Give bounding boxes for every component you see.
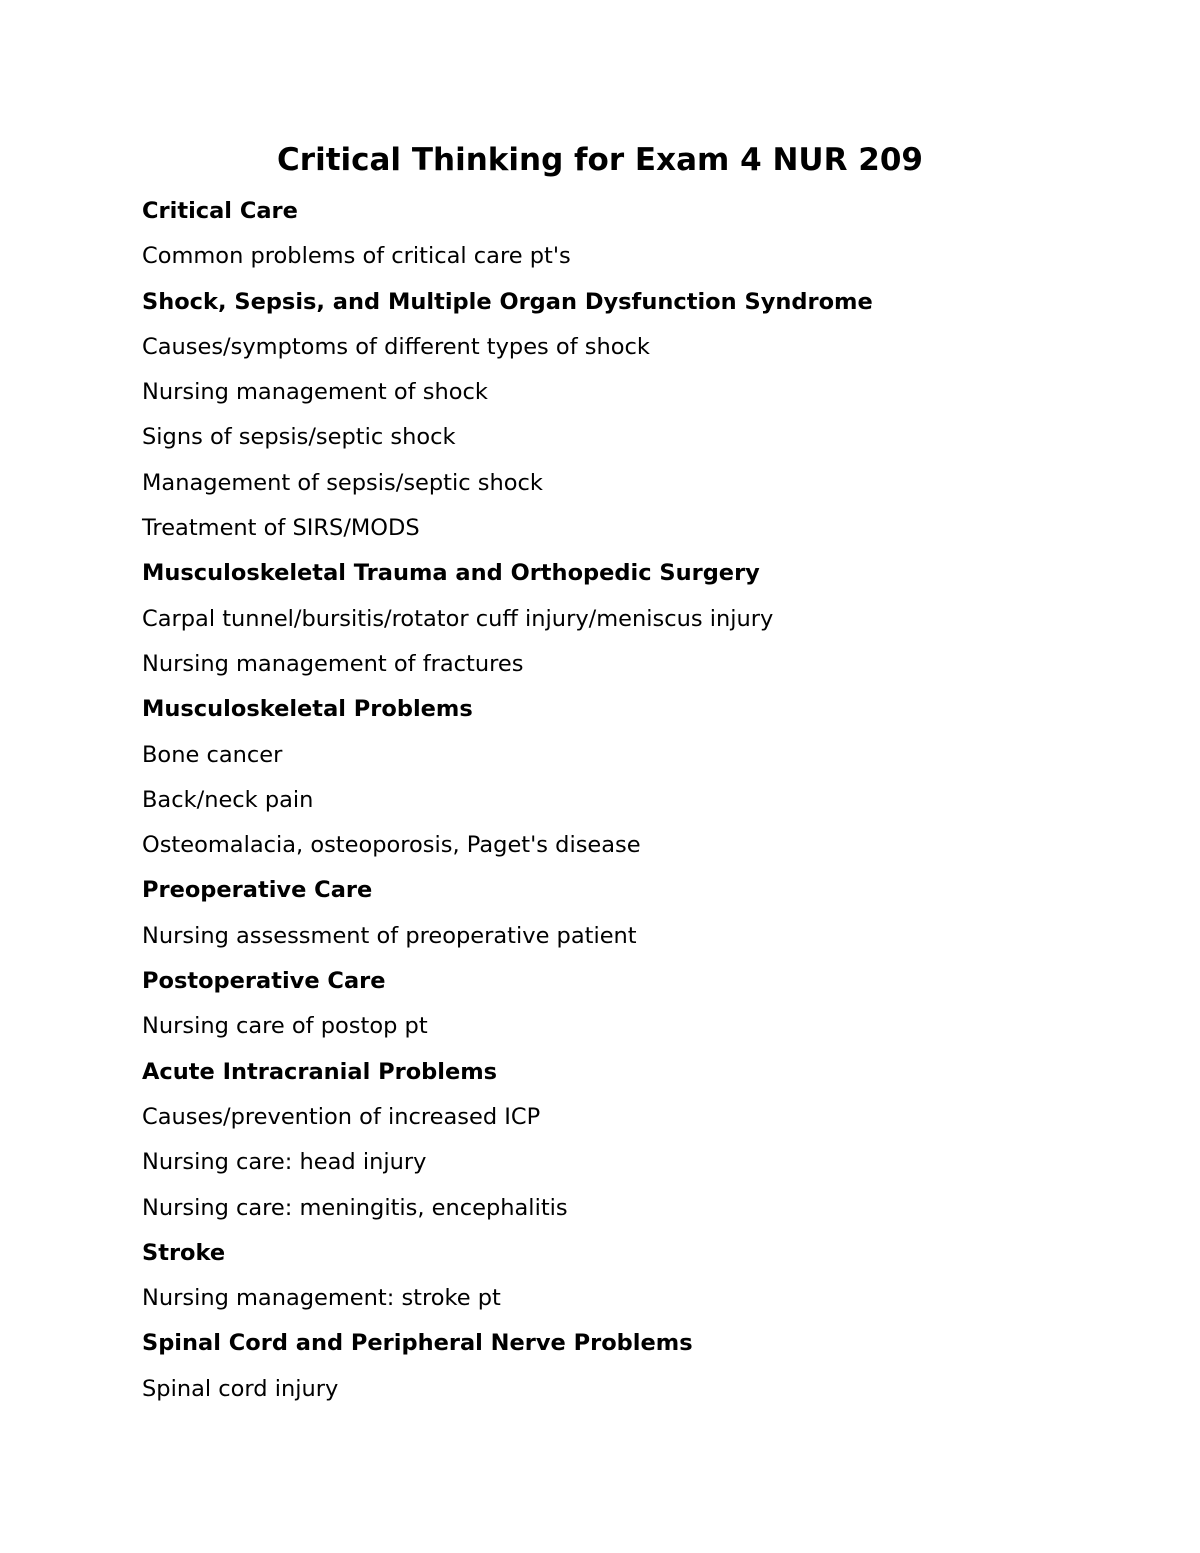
section-heading: Postoperative Care bbox=[142, 968, 386, 995]
section-heading: Stroke bbox=[142, 1239, 226, 1266]
topic-item: Osteomalacia, osteoporosis, Paget's disease bbox=[142, 832, 641, 859]
topic-item: Nursing management of fractures bbox=[142, 650, 524, 677]
topic-item: Nursing care: head injury bbox=[142, 1149, 427, 1176]
topic-item: Common problems of critical care pt's bbox=[142, 243, 571, 270]
topic-item: Signs of sepsis/septic shock bbox=[142, 424, 456, 451]
section-heading: Musculoskeletal Trauma and Orthopedic Surgery bbox=[142, 560, 760, 587]
topic-item: Back/neck pain bbox=[142, 786, 314, 813]
topic-item: Causes/symptoms of different types of shock bbox=[142, 333, 650, 360]
topic-item: Nursing management of shock bbox=[142, 379, 488, 406]
section-heading: Preoperative Care bbox=[142, 877, 373, 904]
topic-item: Carpal tunnel/bursitis/rotator cuff injury/meniscus injury bbox=[142, 605, 774, 632]
topic-item: Nursing care: meningitis, encephalitis bbox=[142, 1194, 568, 1221]
section-heading: Spinal Cord and Peripheral Nerve Problems bbox=[142, 1330, 693, 1357]
topic-item: Bone cancer bbox=[142, 741, 283, 768]
topic-item: Nursing care of postop pt bbox=[142, 1013, 428, 1040]
section-heading: Acute Intracranial Problems bbox=[142, 1058, 498, 1085]
section-heading: Shock, Sepsis, and Multiple Organ Dysfunction Syndrome bbox=[142, 288, 873, 315]
topic-item: Management of sepsis/septic shock bbox=[142, 469, 543, 496]
document-title: Critical Thinking for Exam 4 NUR 209 bbox=[277, 142, 923, 178]
topic-item: Causes/prevention of increased ICP bbox=[142, 1103, 541, 1130]
topic-item: Treatment of SIRS/MODS bbox=[142, 515, 420, 542]
document-body bbox=[142, 192, 1142, 1415]
topic-item: Nursing assessment of preoperative patient bbox=[142, 922, 637, 949]
topic-item: Nursing management: stroke pt bbox=[142, 1285, 501, 1312]
section-heading: Musculoskeletal Problems bbox=[142, 696, 473, 723]
section-heading: Critical Care bbox=[142, 198, 298, 224]
topic-item: Spinal cord injury bbox=[142, 1375, 339, 1402]
